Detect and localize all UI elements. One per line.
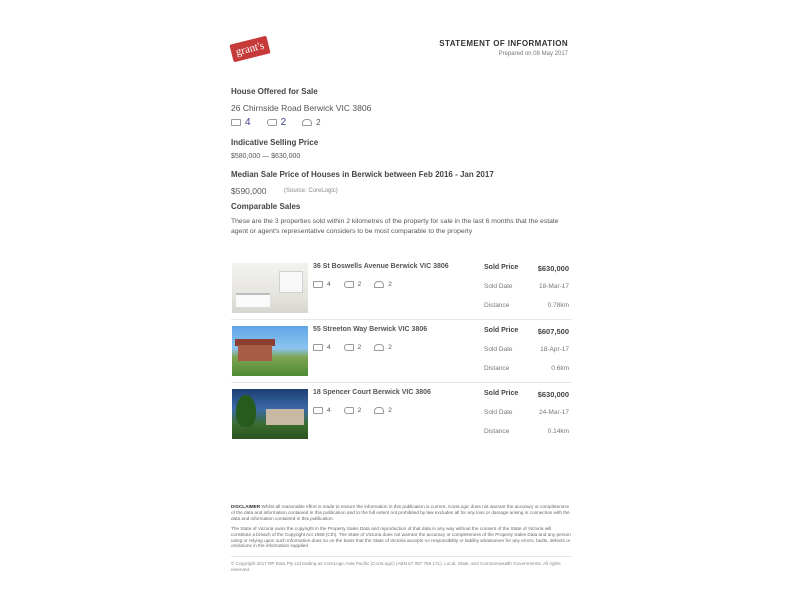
photo-house [266,409,304,425]
sold-price-label: Sold Price [484,327,519,334]
sold-date-label: Sold Date [484,283,513,290]
distance-label: Distance [484,365,510,372]
baths-count: 2 [357,407,362,414]
property-photo-2 [232,326,308,376]
cars-count: 2 [388,344,392,351]
disclaimer-block [231,504,572,521]
distance-value: 0.6km [551,365,569,372]
beds-count: 4 [327,407,331,414]
property-photo-3 [232,389,308,439]
sold-date-label: Sold Date [484,409,513,416]
offer-features [231,117,333,128]
car-icon [302,119,312,126]
sold-date-value: 18-Mar-17 [539,283,569,290]
comparable-heading: Comparable Sales [231,202,301,211]
beds-count: 4 [327,281,331,288]
property-address-1: 36 St Boswells Avenue Berwick VIC 3806 [313,263,449,270]
comparable-description: These are the 3 properties sold within 2 kilometres of the property for sale in the last 6 months that the estate agent or agent's representative considers to be most comparable to the property [231,218,559,235]
statement-title: STATEMENT OF INFORMATION [439,39,568,48]
bed-icon [231,119,241,126]
grants-logo: grant's [229,36,270,63]
bath-icon [267,119,277,126]
bed-icon [313,281,323,288]
photo-window [279,271,303,293]
copyright-footer: © Copyright 2017 RP Data Pty Ltd trading as CoreLogic Asia Pacific (CoreLogic) (ABN 67 087 759 171). Local, State, and Commonwealth Governments. All rights reserved. [231,561,561,572]
cars-count: 2 [388,281,392,288]
beds-count: 4 [327,344,331,351]
prepared-date: Prepared on 08 May 2017 [498,51,568,57]
offer-address: 26 Chirnside Road Berwick VIC 3806 [231,103,372,113]
row-divider [231,382,572,383]
offer-heading: House Offered for Sale [231,87,318,96]
baths-count: 2 [357,281,362,288]
property-address-2: 55 Streeton Way Berwick VIC 3806 [313,326,428,333]
property-features-2 [313,344,401,351]
photo-bench [236,293,270,307]
property-features-3 [313,407,401,414]
bath-icon [344,344,354,351]
bed-icon [313,407,323,414]
baths-count: 2 [280,117,287,128]
sold-date-value: 24-Mar-17 [539,409,569,416]
distance-value: 0.78km [547,302,569,309]
copyright-notice: The State of Victoria owns the copyright in the Property Sales Data and reproduction of that data in any way without the consent of the State of Victoria will constitute a breach of the Copyright Act 1968 (Cth). The State of Victoria does not warrant the accuracy or completeness of the Property Sales Data and any person using or relying upon such information does so on the basis that the State of Victoria accepts no responsibility or liability whatsoever for any errors, faults, defects or omissions in the information supplied. [231,526,571,549]
indicative-range: $580,000 — $630,000 [231,153,301,160]
car-icon [374,407,384,414]
sold-price-label: Sold Price [484,264,519,271]
median-heading: Median Sale Price of Houses in Berwick between Feb 2016 - Jan 2017 [231,170,494,179]
distance-label: Distance [484,428,510,435]
baths-count: 2 [357,344,362,351]
property-features-1 [313,281,401,288]
photo-tree [236,395,256,427]
cars-count: 2 [316,118,321,127]
beds-count: 4 [245,117,251,128]
sold-price-label: Sold Price [484,390,519,397]
row-divider [231,319,572,320]
footer-divider [231,556,572,557]
photo-house [238,345,272,361]
sold-date-label: Sold Date [484,346,513,353]
car-icon [374,281,384,288]
property-photo-1 [232,263,308,313]
cars-count: 2 [388,407,392,414]
sold-price-value: $630,000 [537,390,569,399]
sold-price-value: $630,000 [537,264,569,273]
sold-price-value: $607,500 [537,327,569,336]
bed-icon [313,344,323,351]
sold-date-value: 18-Apr-17 [540,346,569,353]
bath-icon [344,281,354,288]
distance-label: Distance [484,302,510,309]
indicative-heading: Indicative Selling Price [231,138,319,147]
bath-icon [344,407,354,414]
disclaimer-text: Whilst all reasonable effort is made to ensure the information in this publication is current, CoreLogic does not warrant the accuracy or completeness of the data and information contained in this publication and to the full extent not prohibited by law excludes all for any loss or damage arising in connection with the data and information contained in this publication. [231,504,570,521]
disclaimer-label: DISCLAIMER [231,504,261,509]
median-value: $590,000 [231,186,267,196]
distance-value: 0.14km [547,428,569,435]
property-address-3: 18 Spencer Court Berwick VIC 3806 [313,389,431,396]
median-source: (Source: CoreLogic) [284,188,338,194]
car-icon [374,344,384,351]
